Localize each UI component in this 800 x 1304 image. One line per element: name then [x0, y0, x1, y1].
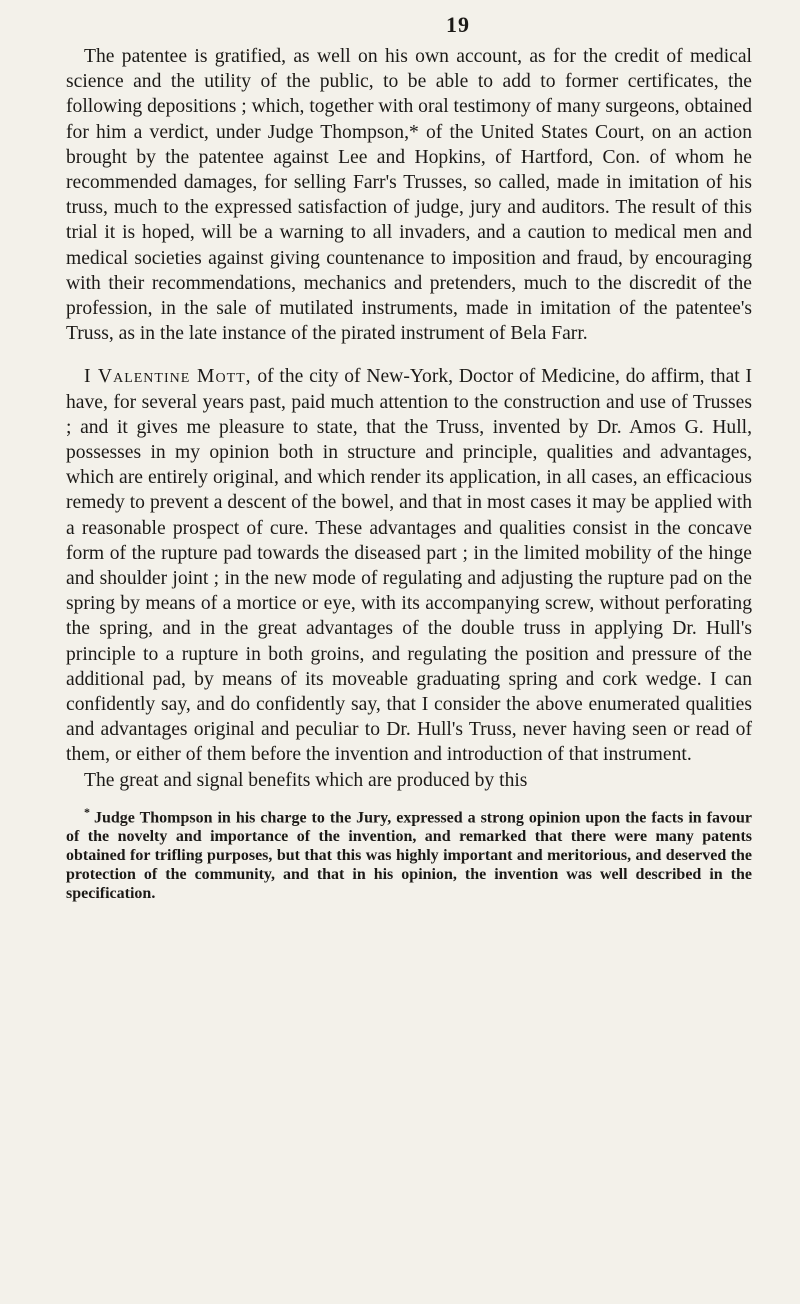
paragraph-benefits: The great and signal benefits which are produced by this	[84, 769, 528, 791]
paragraph-mott-deposition	[66, 364, 752, 767]
footnote-text: Judge Thompson in his charge to the Jury, expressed a strong opinion upon the facts in favour of the novelty and importance of the invention, and remarked that there were many patents obtained for trifling purposes, but that this was highly important and meritorious, and deserved the protection of the community, and that in his opinion, the invention was well described in the specification.	[66, 809, 752, 903]
footnote-mark: *	[84, 804, 90, 819]
deposition-text: of the city of New-York, Doctor of Medicine, do affirm, that I have, for several years past, paid much attention to the construction and use of Trusses ; and it gives me pleasure to state, that the Truss, invented by Dr. Amos G. Hull, possesses in my opinion both in structure and principle, qualities and advantages, which are entirely original, and which render its application, in all cases, an efficacious remedy to prevent a descent of the bowel, and that in most cases it may be applied with a reasonable prospect of cure. These advantages and qualities consist in the concave form of the rupture pad towards the diseased part ; in the limited mobility of the hinge and shoulder joint ; in the new mode of regulating and adjusting the rupture pad on the spring by means of a mortice or eye, with its accompanying screw, without perforating the spring, and in the great advantages of the double truss in applying Dr. Hull's principle to a rupture in both groins, and regulating the position and pressure of the additional pad, by means of its moveable graduating spring and cork wedge. I can confidently say, and do confidently say, that I consider the above enumerated qualities and advantages original and peculiar to Dr. Hull's Truss, never having seen or read of them, or either of them before the invention and introduction of that instrument.	[66, 366, 752, 766]
page-number: 19	[446, 12, 470, 37]
deponent-name: I Valentine Mott,	[84, 366, 252, 388]
body-text	[66, 44, 752, 903]
footnote	[66, 803, 752, 903]
paragraph-patentee-statement: The patentee is gratified, as well on his own account, as for the credit of medical science and the utility of the public, to be able to add to former certificates, the following depositions ; which, together with oral testimony of many surgeons, obtained for him a verdict, under Judge Thompson,* of the United States Court, on an action brought by the patentee against Lee and Hopkins, of Hartford, Con. of whom he recommended damages, for selling Farr's Trusses, so called, made in imitation of his truss, much to the expressed satisfaction of judge, jury and auditors. The result of this trial it is hoped, will be a warning to all invaders, and a caution to medical men and medical societies against giving countenance to imposition and fraud, by encouraging with their recommendations, mechanics and pretenders, much to the discredit of the profession, in the sale of mutilated instruments, made in imitation of the patentee's Truss, as in the late instance of the pirated instrument of Bela Farr.	[66, 46, 752, 345]
